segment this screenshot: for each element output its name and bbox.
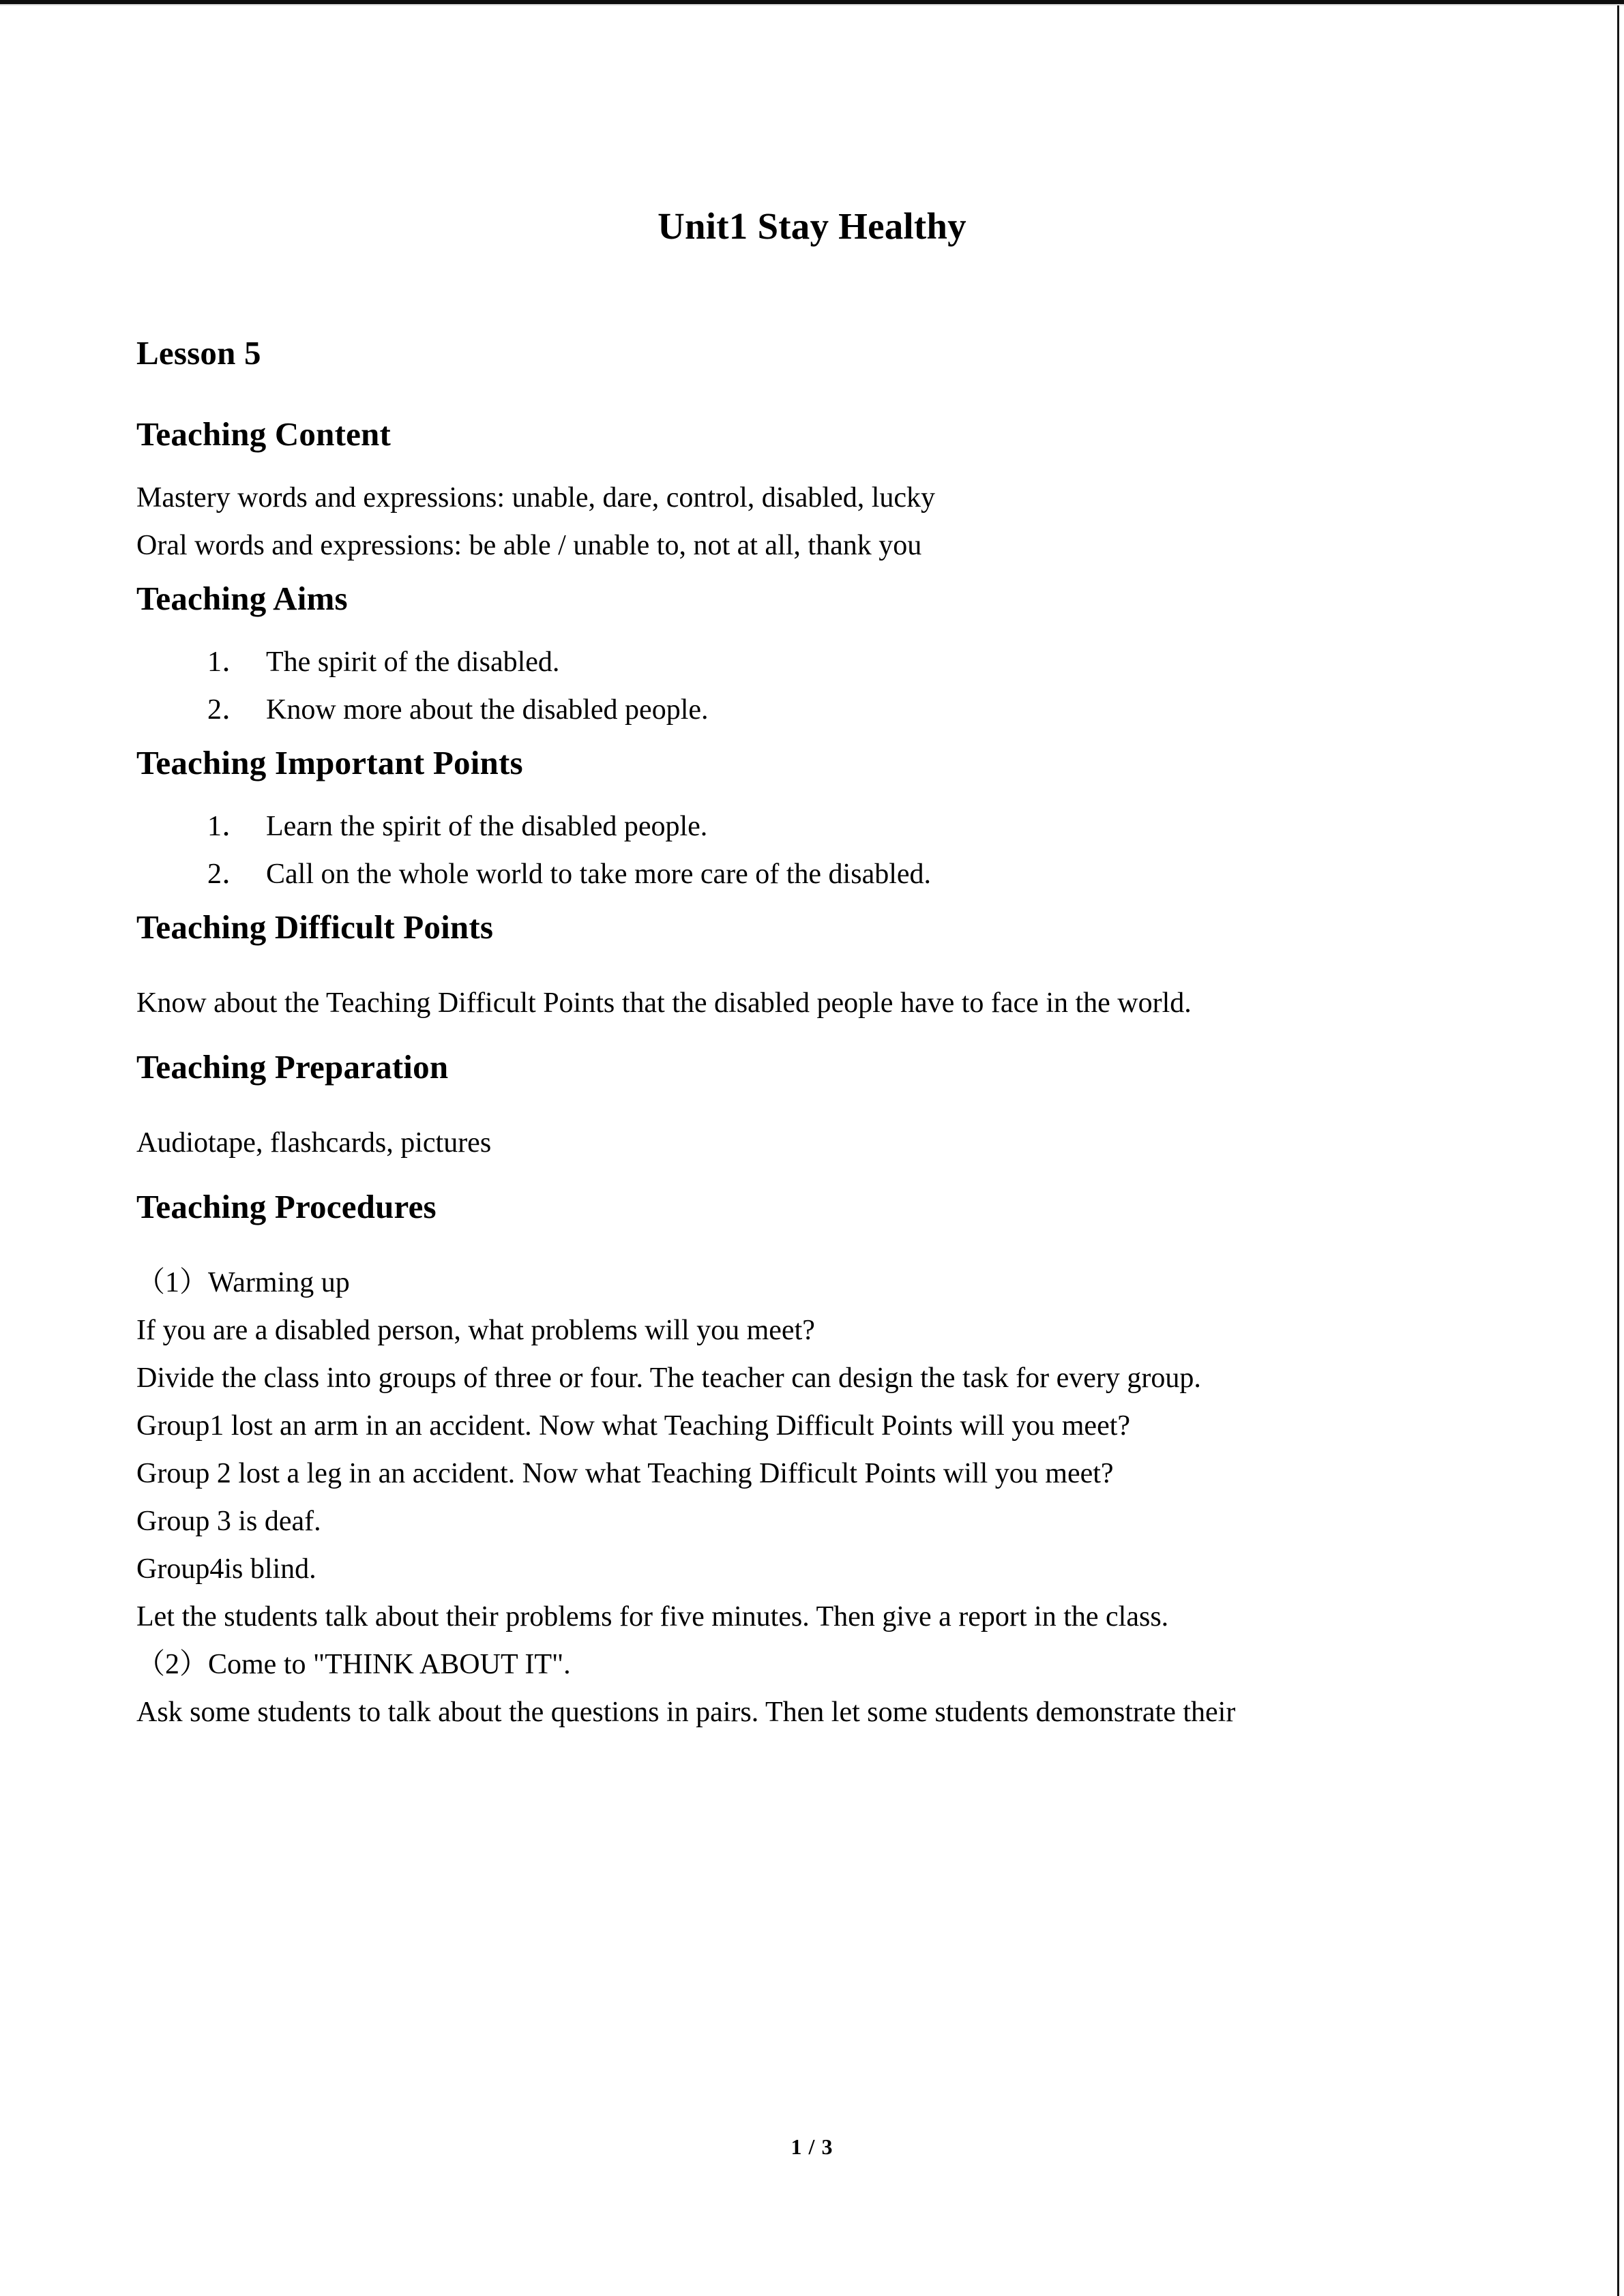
teaching-content-line: Mastery words and expressions: unable, dare, control, disabled, lucky xyxy=(136,482,936,513)
lesson-heading: Lesson 5 xyxy=(136,334,261,372)
page-footer: 1 / 3 xyxy=(791,2134,833,2159)
heading-teaching-content: Teaching Content xyxy=(136,415,392,453)
list-item xyxy=(207,812,1488,841)
procedure-step-2-label: （2）Come to "THINK ABOUT IT". xyxy=(136,1649,571,1680)
procedure-line: Group1 lost an arm in an accident. Now what Teaching Difficult Points will you meet? xyxy=(136,1410,1131,1442)
list-item-text: Know more about the disabled people. xyxy=(266,694,709,726)
procedure-line: If you are a disabled person, what problems will you meet? xyxy=(136,1315,815,1346)
list-item-text: The spirit of the disabled. xyxy=(266,646,560,678)
procedure-step-1-label: （1）Warming up xyxy=(136,1267,350,1298)
heading-teaching-aims: Teaching Aims xyxy=(136,580,348,617)
procedure-line: Group 3 is deaf. xyxy=(136,1506,321,1537)
list-item-text: Call on the whole world to take more care of the disabled. xyxy=(266,859,932,890)
procedure-line: Divide the class into groups of three or four. The teacher can design the task for every group. xyxy=(136,1362,1201,1394)
teaching-content-line: Oral words and expressions: be able / unable to, not at all, thank you xyxy=(136,530,922,561)
procedure-line: Group 2 lost a leg in an accident. Now what Teaching Difficult Points will you meet? xyxy=(136,1458,1114,1489)
list-marker: 1． xyxy=(207,811,251,842)
procedure-line: Ask some students to talk about the questions in pairs. Then let some students demonstrate their xyxy=(136,1697,1236,1728)
heading-teaching-procedures: Teaching Procedures xyxy=(136,1188,437,1225)
heading-teaching-difficult-points: Teaching Difficult Points xyxy=(136,908,494,946)
list-item-text: Learn the spirit of the disabled people. xyxy=(266,811,708,842)
page-title: Unit1 Stay Healthy xyxy=(658,205,966,247)
list-item xyxy=(207,860,1488,889)
procedure-line: Group4is blind. xyxy=(136,1553,316,1585)
list-marker: 1． xyxy=(207,646,251,678)
heading-teaching-preparation: Teaching Preparation xyxy=(136,1048,449,1086)
list-marker: 2． xyxy=(207,694,251,726)
list-marker: 2． xyxy=(207,859,251,890)
teaching-preparation-line: Audiotape, flashcards, pictures xyxy=(136,1127,492,1159)
heading-teaching-important-points: Teaching Important Points xyxy=(136,744,523,781)
teaching-difficult-points-line: Know about the Teaching Difficult Points that the disabled people have to face in the world. xyxy=(136,987,1192,1019)
list-item xyxy=(207,648,1488,676)
list-item xyxy=(207,696,1488,724)
procedure-line: Let the students talk about their problems for five minutes. Then give a report in the class. xyxy=(136,1601,1169,1632)
